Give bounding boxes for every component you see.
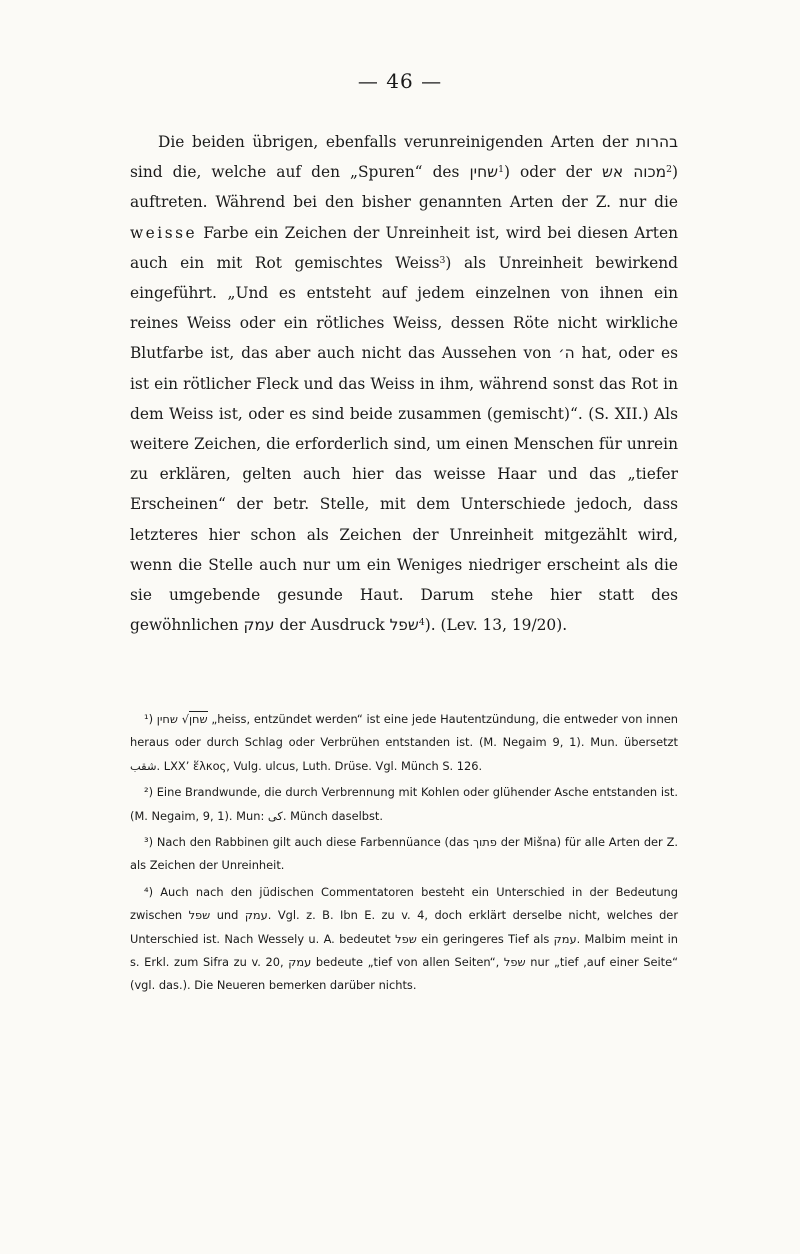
footnotes [130, 708, 678, 998]
hebrew-term: ה׳ [558, 344, 575, 363]
hebrew-root: שחן [188, 712, 208, 726]
footnote-text: ein geringeres Tief als [421, 931, 550, 946]
footnote-text: „heiss, entzündet werden“ ist eine jede Hautentzündung, die entweder von innen heraus oder durch Schlag oder Verbrühen entstanden ist. (M. Negaim 9, 1). Mun. übersetzt [130, 712, 679, 750]
footnote-mark: ¹) [144, 712, 154, 726]
footnote-text: nur „tief ‚auf einer Seite“ (vgl. das.). Die Neueren bemerken darüber nichts. [130, 955, 679, 993]
text-segment: Die beiden übrigen, ebenfalls verunreinigenden Arten der [158, 133, 629, 151]
hebrew-term: עמק [243, 616, 275, 635]
main-paragraph [130, 127, 678, 640]
footnote-text: . Vgl. z. B. Ibn E. zu v. 4, doch erklärt derselbe nicht, welches der Unterschied ist. Nach Wessely u. A. bedeutet [130, 908, 678, 946]
footnote-text: . Münch daselbst. [282, 808, 384, 823]
footnote-mark: ⁴) [144, 884, 154, 899]
footnote-ref: 4 [418, 617, 425, 629]
footnote-3 [130, 831, 678, 878]
hebrew-term: עמק [244, 908, 268, 923]
footnote-ref: 2 [666, 164, 672, 176]
text-segment: ) auftreten. Während bei den bisher genannten Arten der Z. nur die [130, 163, 678, 212]
text-segment: sind die, welche auf den „Spuren“ des [130, 163, 460, 182]
footnote-text: . Malbim meint in s. Erkl. zum Sifra zu v. 20, [130, 931, 679, 970]
hebrew-term: שחין [156, 712, 178, 726]
footnote-4 [130, 881, 678, 998]
text-segment: Farbe ein Zeichen der Unreinheit ist, wird bei diesen Arten auch ein mit Rot gemischtes Weiss [130, 223, 678, 272]
hebrew-term: שפל [395, 931, 417, 946]
footnote-text: Auch nach den jüdischen Commentatoren besteht ein Unterschied in der Bedeutung zwischen [130, 884, 679, 923]
footnote-ref: 1 [498, 164, 504, 176]
main-text [130, 127, 678, 640]
hebrew-term: עמק [553, 931, 577, 946]
hebrew-term: שפל [389, 616, 419, 635]
footnote-mark: ³) [144, 835, 154, 850]
arabic-term: شقب [130, 758, 157, 773]
text-segment: ). (Lev. 13, 19/20). [424, 616, 568, 635]
footnote-text: bedeute „tief von allen Seiten“, [315, 955, 500, 970]
hebrew-term: שפל [503, 955, 526, 970]
hebrew-term: מכוה אש [602, 163, 667, 182]
hebrew-term: שפל [188, 908, 211, 923]
footnote-2 [130, 781, 678, 828]
footnote-ref: 3 [439, 254, 446, 266]
footnote-text: Eine Brandwunde, die durch Verbrennung mit Kohlen oder glühender Asche entstanden ist. (M. Negaim, 9, 1). Mun: [130, 785, 679, 823]
footnote-1 [130, 708, 678, 778]
footnote-mark: ²) [144, 785, 154, 800]
footnote-text: . LXX’ [156, 758, 190, 773]
text-segment: der Ausdruck [279, 616, 385, 635]
page-number: — 46 — [357, 69, 443, 93]
hebrew-term: בהרות [636, 133, 678, 151]
text-segment: ) als Unreinheit bewirkend eingeführt. „Und es entsteht auf jedem einzelnen von ihnen ein reines Weiss oder ein rötliches Weiss, dessen Röte nicht wirkliche Blutfarbe ist, das aber auch nicht das Aussehen von [130, 253, 678, 363]
emphasized-word: weisse [130, 223, 198, 242]
arabic-term: كى [267, 808, 283, 823]
hebrew-term: עמק [288, 955, 312, 970]
footnote-text: der Mišna) für alle Arten der Z. als Zeichen der Unreinheit. [130, 835, 679, 873]
hebrew-term: שחין [469, 163, 499, 182]
hebrew-term: פתוך [473, 835, 497, 850]
text-segment: ) oder der [503, 163, 592, 182]
greek-term: ἕλκος [192, 758, 227, 773]
footnote-text: , Vulg. ulcus, Luth. Drüse. Vgl. Münch S. 126. [226, 758, 483, 773]
footnote-text: und [216, 908, 239, 923]
text-segment: hat, oder es ist ein rötlicher Fleck und das Weiss in ihm, während sonst das Rot in dem Weiss ist, oder es sind beide zusammen (gemischt)“. (S. XII.) Als weitere Zeichen, die erforderlich sind, um einen Menschen für unrein zu erklären, gelten auch hier das weisse Haar und das „tiefer Erscheinen“ der betr. Stelle, mit dem Unterschiede jedoch, dass letzteres hier schon als Zeichen der Unreinheit mitgezählt wird, wenn die Stelle auch nur um ein Weniges niedriger erscheint als die sie umgebende gesunde Haut. Darum stehe hier statt des gewöhnlichen [130, 344, 678, 635]
footnote-text: Nach den Rabbinen gilt auch diese Farbennüance (das [156, 835, 470, 850]
root-radical-sign: √ [181, 712, 189, 726]
